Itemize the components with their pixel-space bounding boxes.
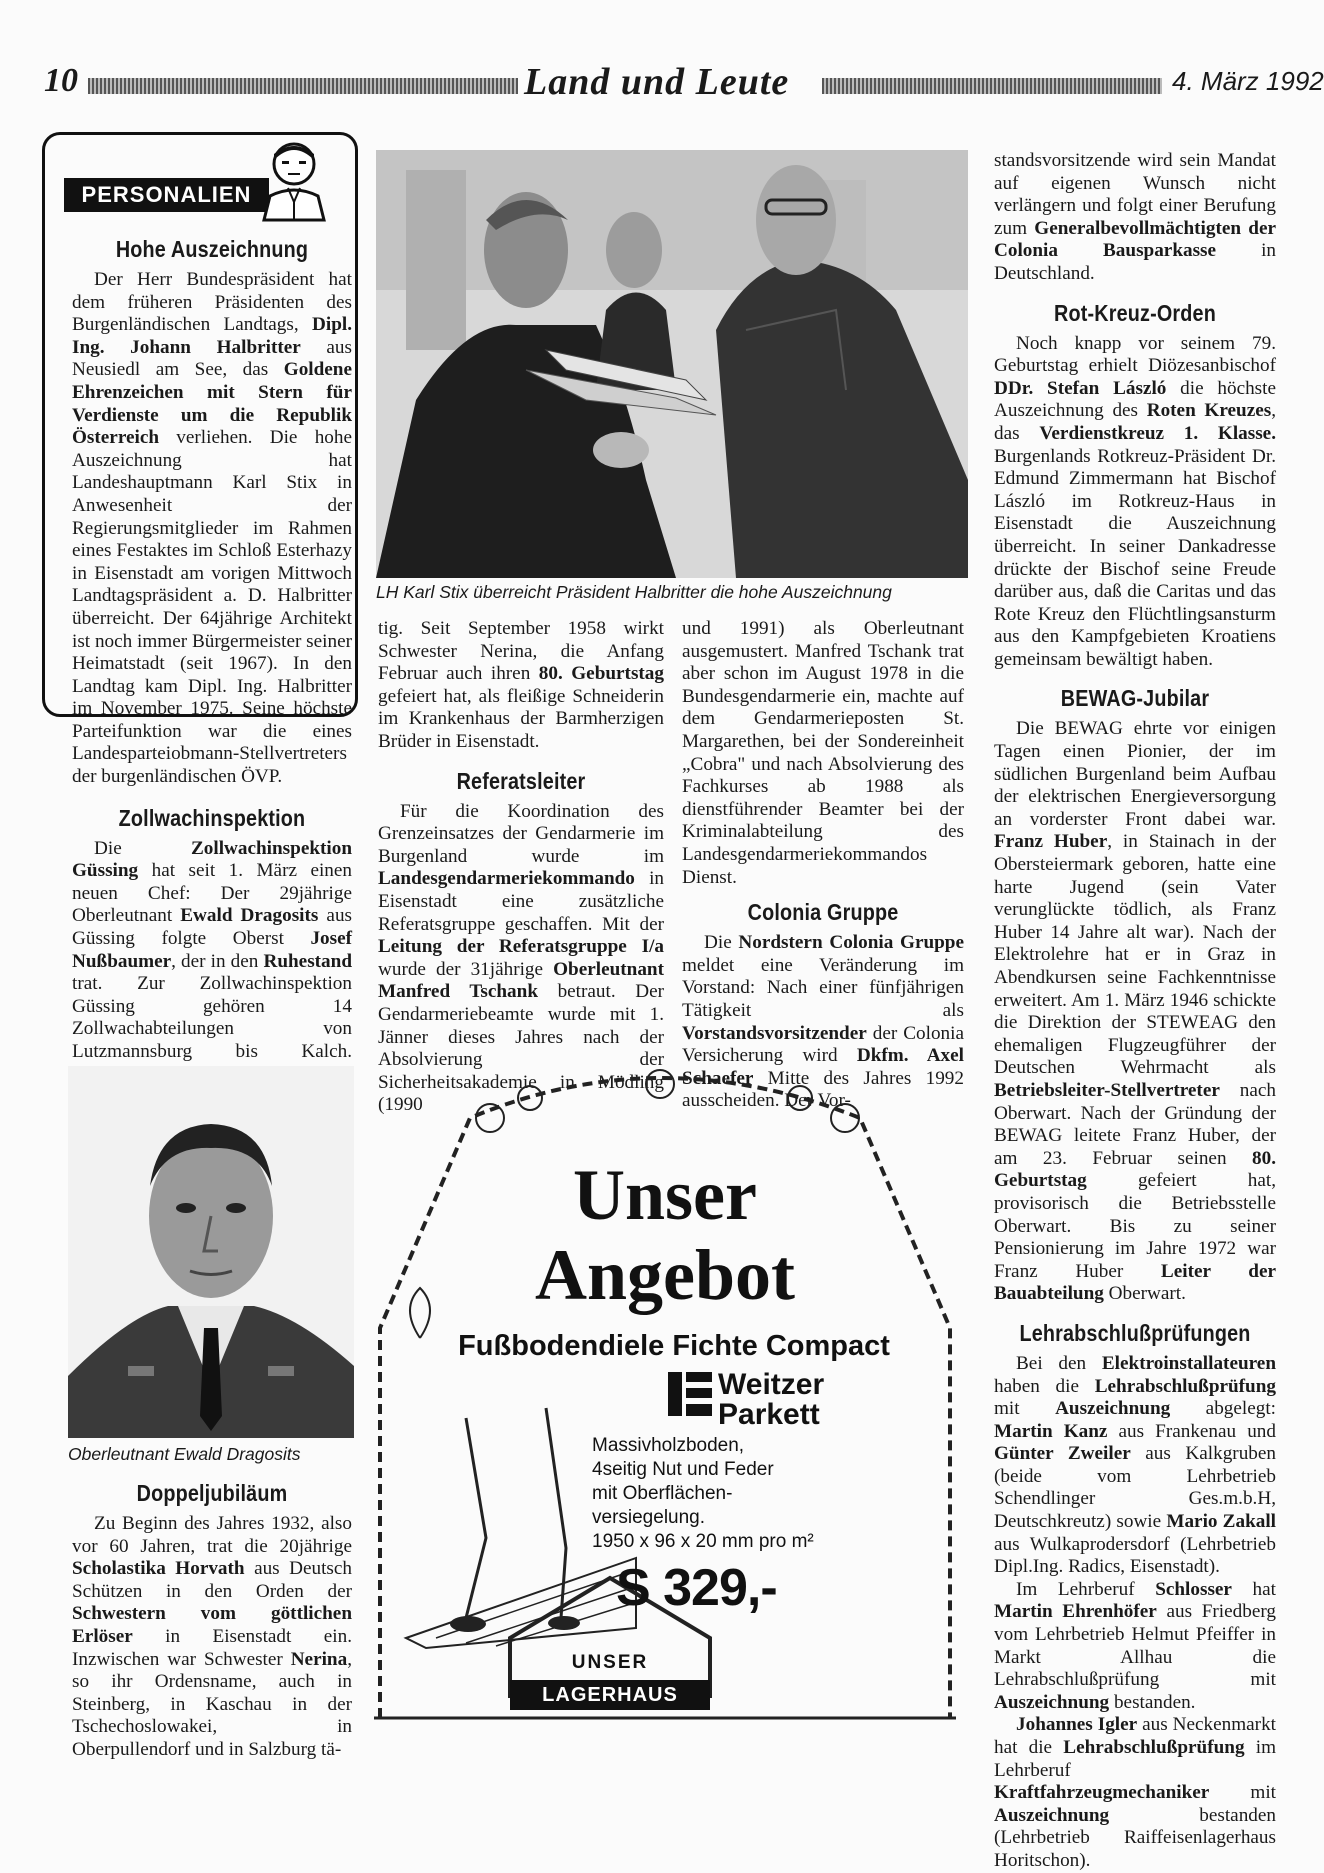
ad-brand-2: Parkett: [718, 1398, 820, 1431]
ad-description: Massivholzboden, 4seitig Nut und Feder mit Oberflächen- versiegelung. 1950 x 96 x 20 mm pro m²: [592, 1435, 814, 1552]
issue-date: 4. März 1992: [1172, 66, 1324, 96]
column-2: [378, 618, 664, 1117]
article-colonia-cont: standsvorsitzende wird sein Mandat auf eigenen Wunsch nicht verlängern und folgt einer Berufung zum Generalbevollmächtigten der Colonia Bausparkasse in Deutschland.: [994, 150, 1276, 284]
ad-headline-2: Angebot: [534, 1235, 795, 1315]
headline-bewag: BEWAG-Jubilar: [1060, 685, 1210, 712]
caption-portrait: Oberleutnant Ewald Dragosits: [68, 1444, 301, 1464]
ad-brand-1: Weitzer: [718, 1368, 825, 1401]
article-lehrabschluss-1: Bei den Elektroinstallateuren haben die Lehrabschlußprüfung mit Auszeichnung abgelegt: Martin Kanz aus Frankenau und Günter Zweiler aus Kalkgruben (beide vom Lehrbetrieb Schendlinger Ges.m.b.H, Deutschkreutz) sowie Mario Zakall aus Wulkaprodersdorf (Lehrbetrieb Dipl.Ing. Radics, Eisenstadt).: [994, 1352, 1277, 1578]
column-1-bottom: [72, 1472, 352, 1762]
article-hohe-auszeichnung: Der Herr Bundespräsident hat dem früheren Präsidenten des Burgenländischen Landtags, Dipl. Ing. Johann Halbritter aus Neusiedl am See, das Goldene Ehrenzeichen mit Stern für Verdienste um die Republik Österreich verliehen. Die hohe Auszeichnung hat Landeshauptmann Karl Stix in Anwesenheit der Regierungsmitglieder im Rahmen eines Festaktes im Schloß Esterhazy in Eisenstadt am vorigen Mittwoch Landtagspräsident a. D. Halbritter überreicht. Der 64jährige Architekt ist noch immer Bürgermeister seiner Heimatstadt (seit 1967). In den Landtag kam Dipl. Ing. Halbritter im November 1975. Seine höchste Parteifunktion war die eines Landesparteiobmann-Stellvertreters der burgenländischen ÖVP.: [72, 269, 352, 788]
article-bewag: Die BEWAG ehrte vor einigen Tagen einen Pionier, der im südlichen Burgenland beim Aufbau der elektrischen Energieversorgung an vorderster Front dabei war. Franz Huber, in Stainach in der Obersteiermark geboren, hatte eine harte Jugend (sein Vater verunglückte tödlich, als Franz Huber 14 Jahre alt war). Nach der Elektrolehre hat er in Graz in Abendkursen seine Fachkenntnisse erweitert. Am 1. März 1946 schickte die Direktion der STEWEAG den ehemaligen Flugzeugführer der Deutschen Wehrmacht als Betriebsleiter-Stellvertreter nach Oberwart. Nach der Gründung der BEWAG leitete Franz Huber, der am 23. Februar seinen 80. Geburtstag gefeiert hat, provisorisch die Betriebsstelle Oberwart. Bis zu seiner Pensionierung im Jahre 1972 war Franz Huber Leiter der Bauabteilung Oberwart.: [994, 718, 1276, 1305]
article-referatsleiter: Für die Koordination des Grenzeinsatzes der Gendarmerie im Burgenland wurde im Landesgendarmeriekommando in Eisenstadt eine zusätzliche Referatsgruppe geschaffen. Mit der Leitung der Referatsgruppe I/a wurde der 31jährige Oberleutnant Manfred Tschank betraut. Der Gendarmeriebeamte wurde mit 1. Jänner dieses Jahres nach der Absolvierung der Sicherheitsakademie in Mödling (1990: [378, 800, 664, 1116]
article-lehrabschluss-3: Johannes Igler aus Neckenmarkt hat die Lehrabschlußprüfung im Lehrberuf Kraftfahrzeugmechaniker mit Auszeichnung bestanden (Lehrbetrieb Raiffeisenlagerhaus Horitschon).: [994, 1714, 1276, 1871]
article-colonia: Die Nordstern Colonia Gruppe meldet eine Veränderung im Vorstand: Nach einer fünfjährigen Tätigkeit als Vorstandsvorsitzender der Colonia Versicherung wird Dkfm. Axel Schaefer Mitte des Jahres 1992 ausscheiden. Der Vor-: [682, 932, 964, 1112]
masthead: Land und Leute: [524, 61, 790, 103]
header-rule-left: [88, 78, 518, 94]
headline-lehrabschluss: Lehrabschlußprüfungen: [1019, 1319, 1251, 1346]
page-number: 10: [44, 62, 78, 99]
award-ceremony-photo: [376, 150, 968, 578]
weitzer-logo-icon: [668, 1372, 712, 1416]
column-3: [682, 618, 964, 1113]
column-1: [72, 228, 352, 1177]
headline-zollwachinspektion: Zollwachinspektion: [118, 804, 306, 831]
ad-price: S 329,-: [616, 1559, 777, 1617]
headline-referatsleiter: Referatsleiter: [456, 767, 586, 794]
ad-headline-1: Unser: [573, 1155, 757, 1235]
article-doppeljubilaeum: Zu Beginn des Jahres 1932, also vor 60 Jahren, trat die 20jährige Scholastika Horvath aus Deutsch Schützen in den Orden der Schwestern vom göttlichen Erlöser in Eisenstadt ein. Inzwischen war Schwester Nerina, so ihr Ordensname, auch in Steinberg, in Kaschau in der Tschechoslowakei, in Oberpullendorf und in Salzburg tä-: [72, 1513, 352, 1760]
article-referatsleiter-cont: und 1991) als Oberleutnant ausgemustert. Manfred Tschank trat aber schon im August 1978 in die Bundesgendarmerie ein, machte auf dem Gendarmerieposten St. Margarethen, bei der Sondereinheit „Cobra" und nach Absolvierung des Fachkurses ab 1988 als dienstführender Beamter bei der Kriminalabteilung des Landesgendarmeriekommandos Dienst.: [682, 618, 964, 888]
headline-rot-kreuz: Rot-Kreuz-Orden: [1054, 299, 1216, 326]
headline-colonia: Colonia Gruppe: [747, 899, 899, 926]
headline-doppeljubilaeum: Doppeljubiläum: [136, 1480, 288, 1506]
personalien-label: PERSONALIEN: [64, 178, 269, 212]
advertisement: [360, 1058, 970, 1746]
headline-hohe-auszeichnung: Hohe Auszeichnung: [115, 236, 309, 262]
person-icon: [260, 140, 328, 220]
ad-product: Fußbodendiele Fichte Compact: [458, 1330, 890, 1362]
ad-footer-unser: UNSER: [571, 1652, 649, 1673]
article-lehrabschluss-2: Im Lehrberuf Schlosser hat Martin Ehrenhöfer aus Friedberg vom Lehrbetrieb Helmut Pfeiffer in Markt Allhau die Lehrabschlußprüfung mit Auszeichnung bestanden.: [994, 1578, 1276, 1713]
ad-footer-lagerhaus: LAGERHAUS: [510, 1680, 710, 1710]
article-rot-kreuz: Noch knapp vor seinem 79. Geburtstag erhielt Diözesanbischof DDr. Stefan László die höchste Auszeichnung des Roten Kreuzes, das Verdienstkreuz 1. Klasse. Burgenlands Rotkreuz-Präsident Dr. Edmund Zimmermann hat Bischof László im Rotkreuz-Haus in Eisenstadt die Auszeichnung überreicht. In seiner Dankadresse drückte der Bischof seine Freude darüber aus, daß die Caritas und das Rote Kreuz den Flüchtlingsansturm aus den Kampfgebieten Kroatiens gemeinsam bewältigt haben.: [994, 332, 1277, 670]
article-doppeljubilaeum-cont: tig. Seit September 1958 wirkt Schwester Nerina, die Anfang Februar auch ihren 80. Geburtstag gefeiert hat, als fleißige Schneiderin im Krankenhaus der Barmherzigen Brüder in Eisenstadt.: [378, 618, 664, 752]
portrait-photo: [68, 1066, 354, 1438]
caption-ceremony: LH Karl Stix überreicht Präsident Halbritter die hohe Auszeichnung: [376, 582, 892, 602]
article-zollwachinspektion: Die Zollwachinspektion Güssing hat seit 1. März einen neuen Chef: Der 29jährige Oberleutnant Ewald Dragosits aus Güssing folgte Oberst Josef Nußbaumer, der in den Ruhestand trat. Zur Zollwachinspektion Güssing gehören 14 Zollwachabteilungen von Lutzmannsburg bis Kalch.: [72, 837, 352, 1062]
column-4: [994, 150, 1276, 1873]
header-rule-right: [822, 78, 1162, 94]
